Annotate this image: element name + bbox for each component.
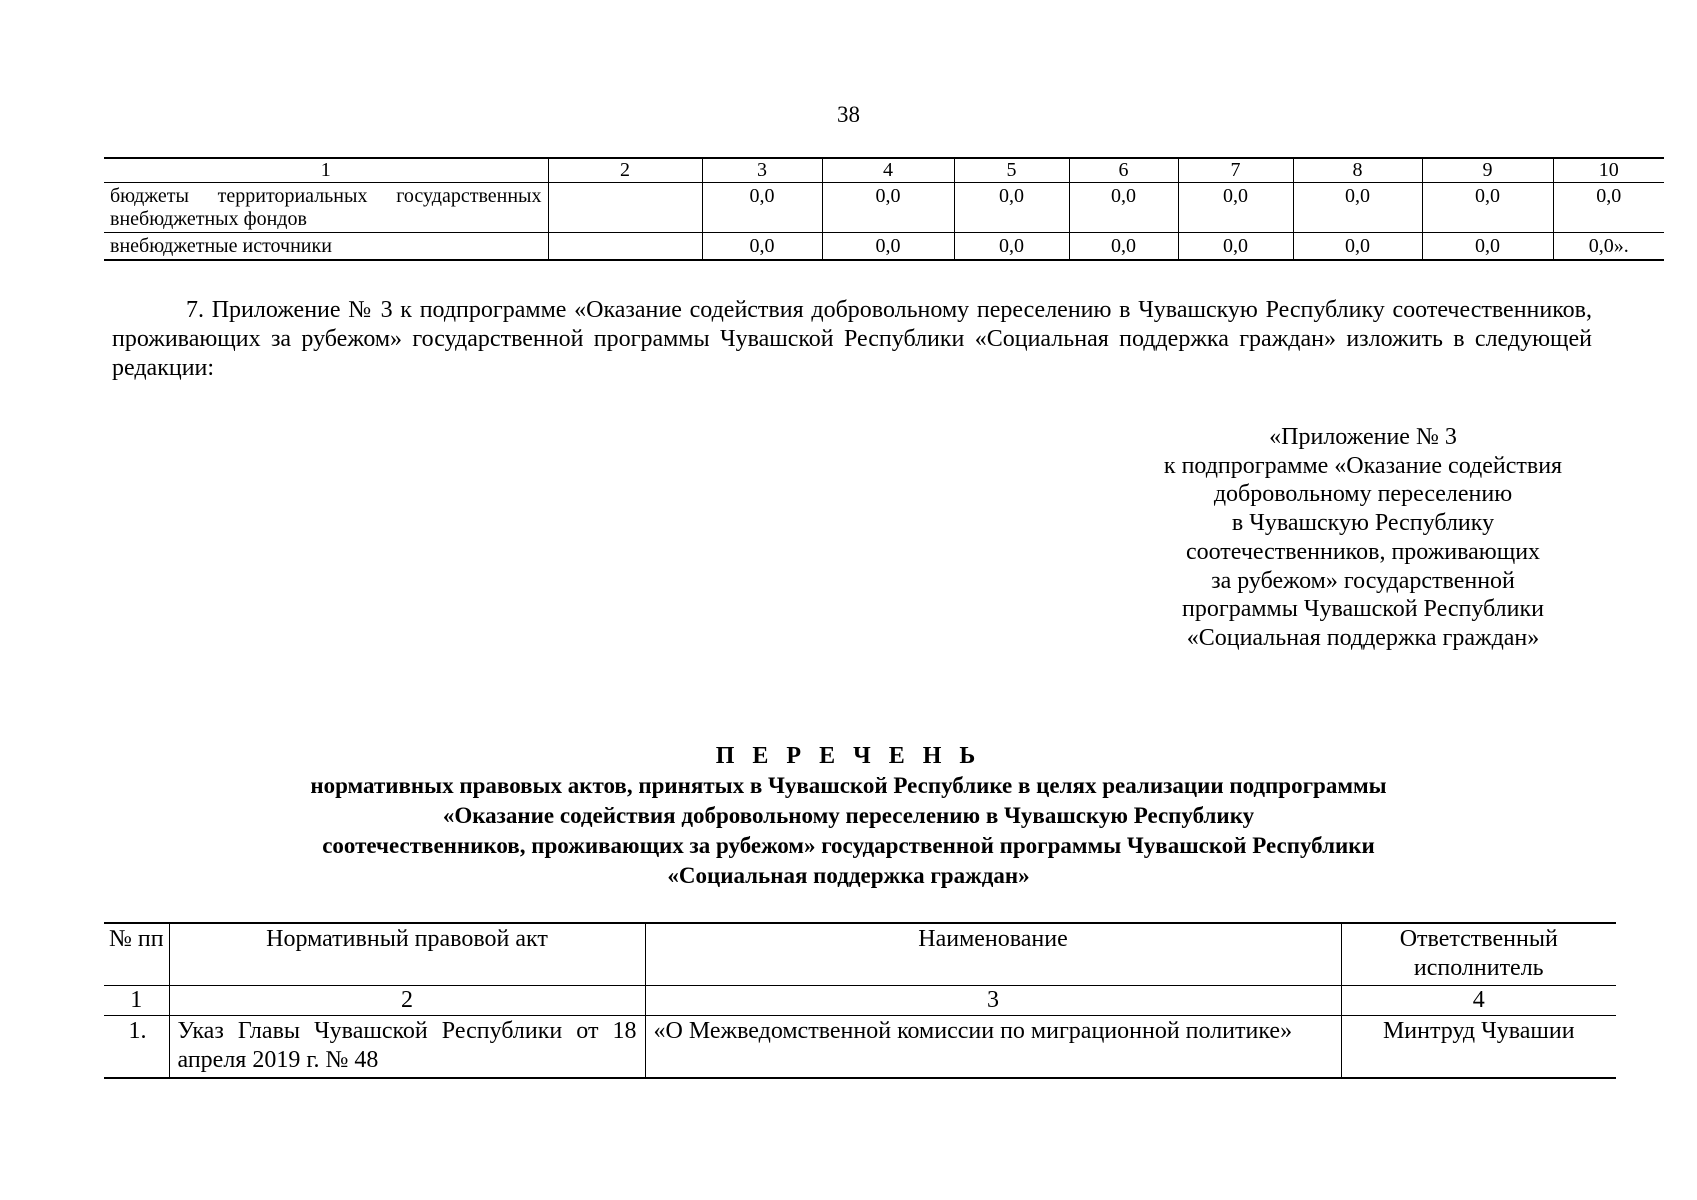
list-heading bbox=[0, 741, 1697, 891]
table-cell bbox=[548, 233, 702, 261]
column-number: 3 bbox=[702, 158, 822, 183]
appendix-line: в Чувашскую Республику bbox=[1231, 510, 1495, 537]
column-number: 8 bbox=[1293, 158, 1422, 183]
table-cell: 0,0 bbox=[1422, 233, 1553, 261]
appendix-line: «Приложение № 3 bbox=[1269, 424, 1457, 450]
header-number: № пп bbox=[104, 923, 169, 986]
list-subtitle-line: «Оказание содействия добровольному переселению в Чувашскую Республику bbox=[442, 803, 1255, 828]
responsible-executor: Минтруд Чувашии bbox=[1341, 1016, 1616, 1079]
act-name: «О Межведомственной комиссии по миграционной политике» bbox=[645, 1016, 1341, 1079]
appendix-line: «Социальная поддержка граждан» bbox=[1186, 624, 1540, 651]
table-cell: 0,0 bbox=[702, 183, 822, 233]
header-name: Наименование bbox=[645, 923, 1341, 986]
list-title: П Е Р Е Ч Е Н Ь bbox=[715, 743, 982, 769]
funding-table bbox=[104, 157, 1664, 261]
appendix-line: к подпрограмме «Оказание содействия bbox=[1163, 452, 1563, 479]
legal-acts-header-row bbox=[104, 923, 1616, 986]
table-row bbox=[104, 183, 1664, 233]
table-cell: 0,0». bbox=[1553, 233, 1664, 261]
column-number: 4 bbox=[822, 158, 954, 183]
funding-source-label: внебюджетные источники bbox=[104, 233, 548, 261]
list-subtitle-line: «Социальная поддержка граждан» bbox=[667, 863, 1030, 888]
legal-acts-numbering-row bbox=[104, 986, 1616, 1016]
list-subtitle-line: нормативных правовых актов, принятых в Чувашской Республике в целях реализации подпрограммы bbox=[310, 773, 1387, 798]
column-number: 6 bbox=[1069, 158, 1178, 183]
table-cell: 0,0 bbox=[1293, 233, 1422, 261]
table-cell: 0,0 bbox=[1178, 183, 1293, 233]
table-cell: 0,0 bbox=[822, 183, 954, 233]
column-number: 4 bbox=[1341, 986, 1616, 1016]
appendix-header bbox=[1118, 423, 1608, 653]
list-subtitle-line: соотечественников, проживающих за рубежом» государственной программы Чувашской Республики bbox=[322, 833, 1375, 858]
table-cell: 0,0 bbox=[954, 233, 1069, 261]
table-row bbox=[104, 233, 1664, 261]
column-number: 10 bbox=[1553, 158, 1664, 183]
table-cell: 0,0 bbox=[1422, 183, 1553, 233]
table-cell bbox=[548, 183, 702, 233]
column-number: 3 bbox=[645, 986, 1341, 1016]
table-cell: 0,0 bbox=[1293, 183, 1422, 233]
header-act: Нормативный правовой акт bbox=[169, 923, 645, 986]
appendix-line: добровольному переселению bbox=[1213, 481, 1513, 508]
legal-acts-table bbox=[104, 922, 1616, 1079]
table-cell: 0,0 bbox=[1178, 233, 1293, 261]
funding-table-header-row bbox=[104, 158, 1664, 183]
column-number: 1 bbox=[104, 986, 169, 1016]
legal-act: Указ Главы Чувашской Республики от 18 апреля 2019 г. № 48 bbox=[169, 1016, 645, 1079]
appendix-line: соотечественников, проживающих bbox=[1185, 538, 1541, 565]
header-executor: Ответственный исполнитель bbox=[1341, 923, 1616, 986]
table-cell: 0,0 bbox=[1069, 183, 1178, 233]
page-number: 38 bbox=[837, 102, 860, 127]
appendix-line: программы Чувашской Республики bbox=[1182, 596, 1544, 623]
paragraph-item-7: 7. Приложение № 3 к подпрограмме «Оказание содействия добровольному переселению в Чувашскую Республику соотечественников, проживающих за рубежом» государственной программы Чувашской Республики «Социальная поддержка граждан» изложить в следующей редакции: bbox=[112, 297, 1592, 381]
column-number: 7 bbox=[1178, 158, 1293, 183]
table-cell: 0,0 bbox=[822, 233, 954, 261]
funding-source-label: бюджеты территориальных государственных внебюджетных фондов bbox=[104, 183, 548, 233]
table-row bbox=[104, 1016, 1616, 1079]
row-number: 1. bbox=[104, 1016, 169, 1079]
column-number: 2 bbox=[548, 158, 702, 183]
appendix-line: за рубежом» государственной bbox=[1211, 567, 1515, 594]
table-cell: 0,0 bbox=[1069, 233, 1178, 261]
table-cell: 0,0 bbox=[1553, 183, 1664, 233]
column-number: 9 bbox=[1422, 158, 1553, 183]
table-cell: 0,0 bbox=[702, 233, 822, 261]
column-number: 1 bbox=[104, 158, 548, 183]
column-number: 5 bbox=[954, 158, 1069, 183]
column-number: 2 bbox=[169, 986, 645, 1016]
table-cell: 0,0 bbox=[954, 183, 1069, 233]
